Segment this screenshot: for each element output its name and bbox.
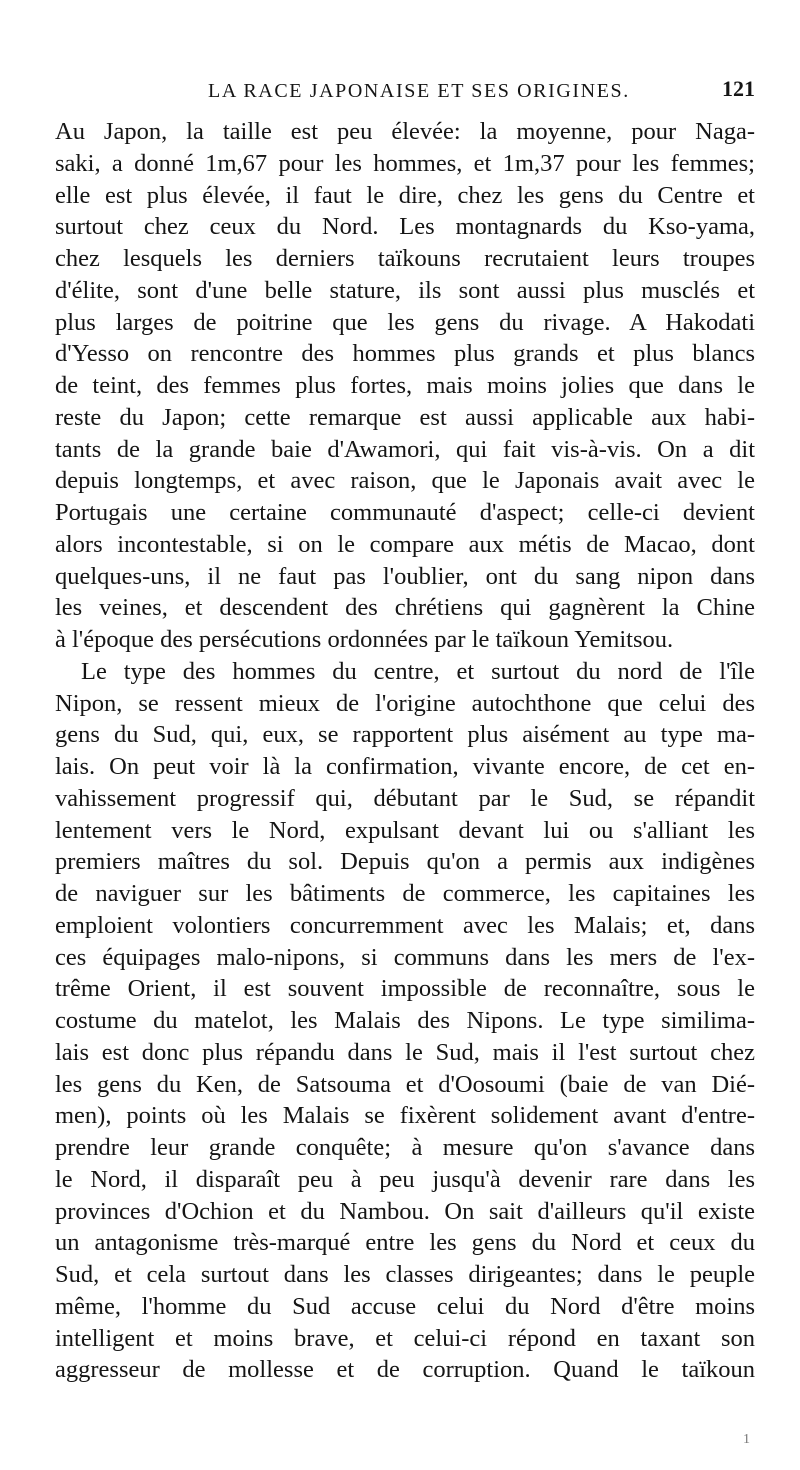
- text-line: lais est donc plus répandu dans le Sud, mais il l'est surtout chez: [55, 1038, 755, 1066]
- text-line: de teint, des femmes plus fortes, mais moins jolies que dans le: [55, 372, 755, 399]
- text-line: reste du Japon; cette remarque est aussi applicable aux habi-: [55, 403, 755, 431]
- page-number: 121: [722, 76, 755, 101]
- text-line: men), points où les Malais se fixèrent solidement avant d'entre-: [55, 1102, 755, 1130]
- text-line: alors incontestable, si on le compare aux métis de Macao, dont: [55, 530, 755, 558]
- text-line: surtout chez ceux du Nord. Les montagnards du Kso-yama,: [55, 213, 755, 241]
- text-line: un antagonisme très-marqué entre les gens du Nord et ceux du: [55, 1229, 755, 1257]
- text-line: le Nord, il disparaît peu à peu jusqu'à devenir rare dans les: [55, 1165, 755, 1193]
- text-line: Au Japon, la taille est peu élevée: la moyenne, pour Naga-: [55, 118, 755, 145]
- text-line: à l'époque des persécutions ordonnées par le taïkoun Yemitsou.: [55, 626, 674, 653]
- text-line: lais. On peut voir là la confirmation, vivante encore, de cet en-: [55, 753, 755, 780]
- text-line: plus larges de poitrine que les gens du rivage. A Hakodati: [55, 308, 755, 336]
- text-line: aggresseur de mollesse et de corruption. Quand le taïkoun: [55, 1356, 755, 1384]
- text-line: prendre leur grande conquête; à mesure qu'on s'avance dans: [55, 1134, 755, 1161]
- text-line: emploient volontiers concurremment avec les Malais; et, dans: [55, 911, 755, 939]
- text-line: vahissement progressif qui, débutant par le Sud, se répandit: [55, 784, 755, 812]
- running-title: LA RACE JAPONAISE ET SES ORIGINES.: [208, 80, 630, 102]
- text-line: lentement vers le Nord, expulsant devant lui ou s'alliant les: [55, 816, 755, 844]
- text-line: quelques-uns, il ne faut pas l'oublier, ont du sang nipon dans: [55, 562, 755, 590]
- text-line: d'Yesso on rencontre des hommes plus grands et plus blancs: [55, 340, 755, 368]
- text-line: elle est plus élevée, il faut le dire, chez les gens du Centre et: [55, 181, 755, 209]
- text-line: Nipon, se ressent mieux de l'origine autochthone que celui des: [55, 689, 755, 717]
- text-line: tants de la grande baie d'Awamori, qui fait vis-à-vis. On a dit: [55, 435, 755, 463]
- text-line: costume du matelot, les Malais des Nipons. Le type similima-: [55, 1007, 755, 1034]
- text-line: les gens du Ken, de Satsouma et d'Oosoumi (baie de van Dié-: [55, 1070, 755, 1098]
- text-line: trême Orient, il est souvent impossible de reconnaître, sous le: [55, 975, 755, 1003]
- text-line: d'élite, sont d'une belle stature, ils sont aussi plus musclés et: [55, 276, 755, 304]
- signature-mark: 1: [743, 1432, 750, 1447]
- text-line: Sud, et cela surtout dans les classes dirigeantes; dans le peuple: [55, 1261, 755, 1288]
- text-line: gens du Sud, qui, eux, se rapportent plus aisément au type ma-: [55, 721, 755, 749]
- text-line: Portugais une certaine communauté d'aspect; celle-ci devient: [55, 499, 755, 526]
- text-line: intelligent et moins brave, et celui-ci répond en taxant son: [55, 1324, 755, 1352]
- body-text: [55, 116, 755, 1386]
- text-line: même, l'homme du Sud accuse celui du Nord d'être moins: [55, 1292, 755, 1320]
- text-line: provinces d'Ochion et du Nambou. On sait d'ailleurs qu'il existe: [55, 1197, 755, 1225]
- text-line: premiers maîtres du sol. Depuis qu'on a permis aux indigènes: [55, 848, 755, 876]
- text-line: de naviguer sur les bâtiments de commerce, les capitaines les: [55, 880, 755, 907]
- text-line: ces équipages malo-nipons, si communs dans les mers de l'ex-: [55, 943, 755, 971]
- text-line: depuis longtemps, et avec raison, que le Japonais avait avec le: [55, 467, 755, 495]
- text-line: saki, a donné 1m,67 pour les hommes, et 1m,37 pour les femmes;: [55, 149, 755, 177]
- page-header: [60, 76, 755, 110]
- text-line: Le type des hommes du centre, et surtout du nord de l'île: [81, 657, 755, 685]
- text-line: les veines, et descendent des chrétiens qui gagnèrent la Chine: [55, 594, 755, 622]
- text-line: chez lesquels les derniers taïkouns recrutaient leurs troupes: [55, 245, 755, 272]
